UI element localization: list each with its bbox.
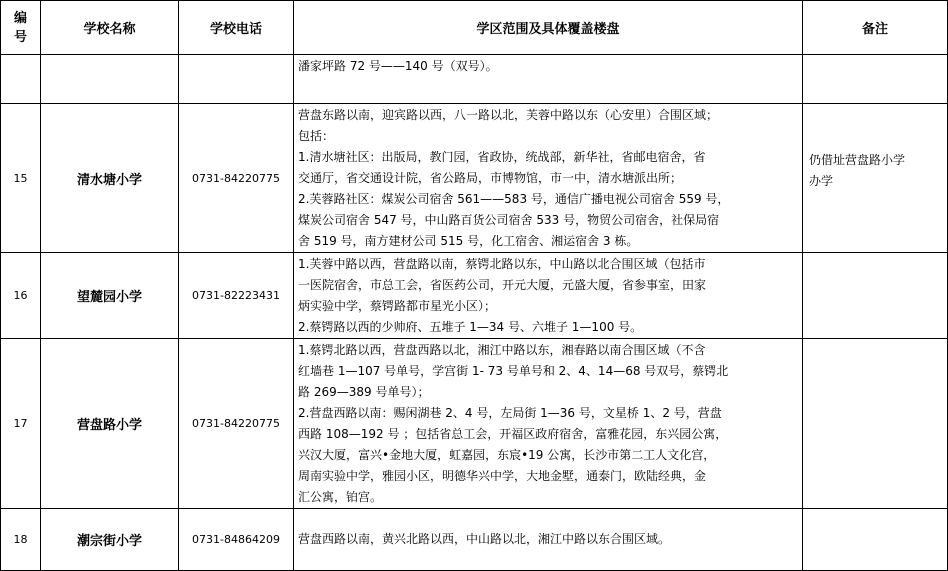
row-num: 18 <box>1 509 41 571</box>
scope-line: 西路 108—192 号 ；包括省总工会，开福区政府宿舍，富雅花园，东兴园公寓， <box>298 427 728 441</box>
note-line: 办学 <box>809 174 834 188</box>
row-num: 16 <box>1 253 41 339</box>
note-text <box>809 104 943 192</box>
scope-cell <box>294 253 803 339</box>
school-name <box>41 55 179 104</box>
note-line: 仍借址营盘路小学 <box>809 153 906 167</box>
table-row <box>1 253 948 339</box>
scope-line: 潘家坪路 72 号——140 号（双号）。 <box>298 59 498 73</box>
header-note: 备注 <box>803 1 948 55</box>
scope-line: 1.芙蓉中路以西，营盘路以南，蔡锷北路以东，中山路以北合围区域（包括市 <box>298 257 706 271</box>
scope-cell <box>294 339 803 509</box>
scope-line: 炳实验中学，蔡锷路都市星光小区）； <box>298 299 497 313</box>
header-phone: 学校电话 <box>179 1 294 55</box>
scope-line: 煤炭公司宿舍 547 号，中山路百货公司宿舍 533 号，物贸公司宿舍，社保局宿 <box>298 213 720 227</box>
note-cell <box>803 104 948 253</box>
school-phone <box>179 55 294 104</box>
scope-line: 兴汉大厦，富兴•金地大厦，虹嘉园，东宸•19 公寓，长沙市第二工人文化宫， <box>298 448 716 462</box>
note-cell <box>803 339 948 509</box>
scope-line: 2.营盘西路以南：赐闲湖巷 2、4 号，左局街 1—36 号，文星桥 1、2 号，营盘 <box>298 406 722 420</box>
header-row <box>1 1 948 55</box>
scope-line: 舍 519 号，南方建材公司 515 号，化工宿舍、湘运宿舍 3 栋。 <box>298 234 639 248</box>
scope-cell <box>294 55 803 104</box>
scope-cell <box>294 509 803 571</box>
scope-line: 营盘东路以南，迎宾路以西，八一路以北，芙蓉中路以东（心安里）合围区域； <box>298 108 719 122</box>
school-phone: 0731-84864209 <box>179 509 294 571</box>
scope-line: 2.蔡锷路以西的少帅府、五堆子 1—34 号、六堆子 1—100 号。 <box>298 320 643 334</box>
header-name: 学校名称 <box>41 1 179 55</box>
scope-line: 周南实验中学，雅园小区，明德华兴中学，大地金墅，通泰门，欧陆经典，金 <box>298 469 707 483</box>
row-num: 15 <box>1 104 41 253</box>
school-name: 望麓园小学 <box>41 253 179 339</box>
table-row <box>1 339 948 509</box>
header-num-line1: 编 <box>13 10 27 26</box>
school-phone: 0731-84220775 <box>179 104 294 253</box>
table-row <box>1 104 948 253</box>
school-name: 营盘路小学 <box>41 339 179 509</box>
school-phone: 0731-84220775 <box>179 339 294 509</box>
scope-line: 2.芙蓉路社区：煤炭公司宿舍 561——583 号，通信广播电视公司宿舍 559 号， <box>298 192 730 206</box>
scope-cell <box>294 104 803 253</box>
note-cell <box>803 509 948 571</box>
note-cell <box>803 55 948 104</box>
scope-line: 交通厅，省交通设计院，省公路局，市博物馆，市一中，清水塘派出所； <box>298 171 683 185</box>
scope-line: 1.蔡锷北路以西，营盘西路以北，湘江中路以东，湘春路以南合围区域（不含 <box>298 343 706 357</box>
scope-line: 1.清水塘社区：出版局，教门园，省政协，统战部，新华社，省邮电宿舍，省 <box>298 150 706 164</box>
scope-line: 汇公寓，铂宫。 <box>298 490 383 504</box>
scope-line: 营盘西路以南，黄兴北路以西，中山路以北，湘江中路以东合围区域。 <box>298 532 671 546</box>
school-name: 清水塘小学 <box>41 104 179 253</box>
header-num <box>1 1 41 55</box>
school-name: 潮宗街小学 <box>41 509 179 571</box>
note-cell <box>803 253 948 339</box>
scope-line: 路 269—389 号单号）； <box>298 385 430 399</box>
header-num-line2: 号 <box>13 29 27 45</box>
row-num: 17 <box>1 339 41 509</box>
scope-line: 红墙巷 1—107 号单号，学宫街 1- 73 号单号和 2、4、14—68 号双号，蔡锷北 <box>298 364 729 378</box>
table-row <box>1 509 948 571</box>
header-scope: 学区范围及具体覆盖楼盘 <box>294 1 803 55</box>
scope-line: 包括： <box>298 129 335 143</box>
table-row <box>1 55 948 104</box>
row-num <box>1 55 41 104</box>
scope-line: 一医院宿舍，市总工会，省医药公司，开元大厦，元盛大厦，省参事室，田家 <box>298 278 707 292</box>
school-phone: 0731-82223431 <box>179 253 294 339</box>
